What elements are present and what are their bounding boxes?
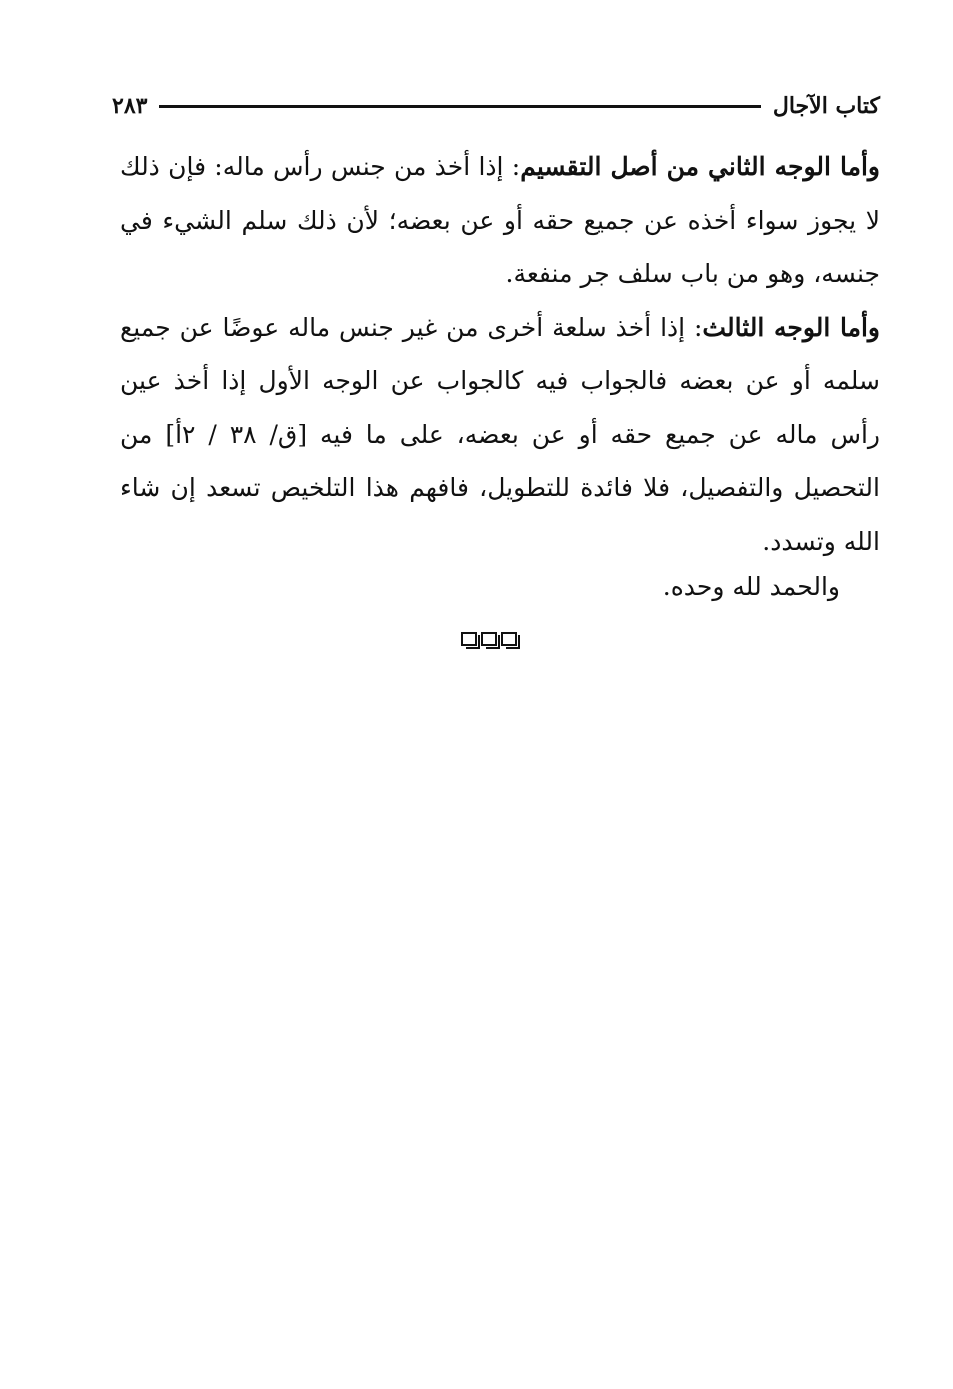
paragraph-text: : إذا أخذ من جنس رأس ماله: فإن ذلك لا يجوز سواء أخذه عن جميع حقه أو عن بعضه؛ لأن ذلك سلم الشيء في جنسه، وهو من باب سلف جر منفعة.	[120, 152, 880, 288]
ornament-square-icon	[461, 632, 477, 646]
paragraph-lead: وأما الوجه الثالث	[702, 312, 880, 342]
page-header	[112, 86, 880, 126]
paragraph-third-aspect	[120, 301, 880, 569]
end-ornament-icon	[461, 632, 517, 646]
page-number: ٢٨٣	[112, 93, 148, 119]
book-title: كتاب الآجال	[772, 93, 880, 119]
body-text	[120, 140, 880, 568]
paragraph-text: : إذا أخذ سلعة أخرى من غير جنس ماله عوضًا عن جميع سلمه أو عن بعضه فالجواب فيه كالجواب عن الوجه الأول إذا أخذ عين رأس ماله عن جميع حقه أو عن بعضه، على ما فيه [ق/ ٣٨ / ٢أ] من التحصيل والتفصيل، فلا فائدة للتطويل، فافهم هذا التلخيص تسعد إن شاء الله وتسدد.	[120, 312, 880, 556]
ornament-square-icon	[501, 632, 517, 646]
ornament-square-icon	[481, 632, 497, 646]
header-rule	[159, 105, 760, 108]
closing-line: والحمد لله وحده.	[662, 572, 840, 601]
paragraph-lead: وأما الوجه الثاني من أصل التقسيم	[520, 152, 880, 181]
paragraph-second-aspect	[120, 140, 880, 301]
